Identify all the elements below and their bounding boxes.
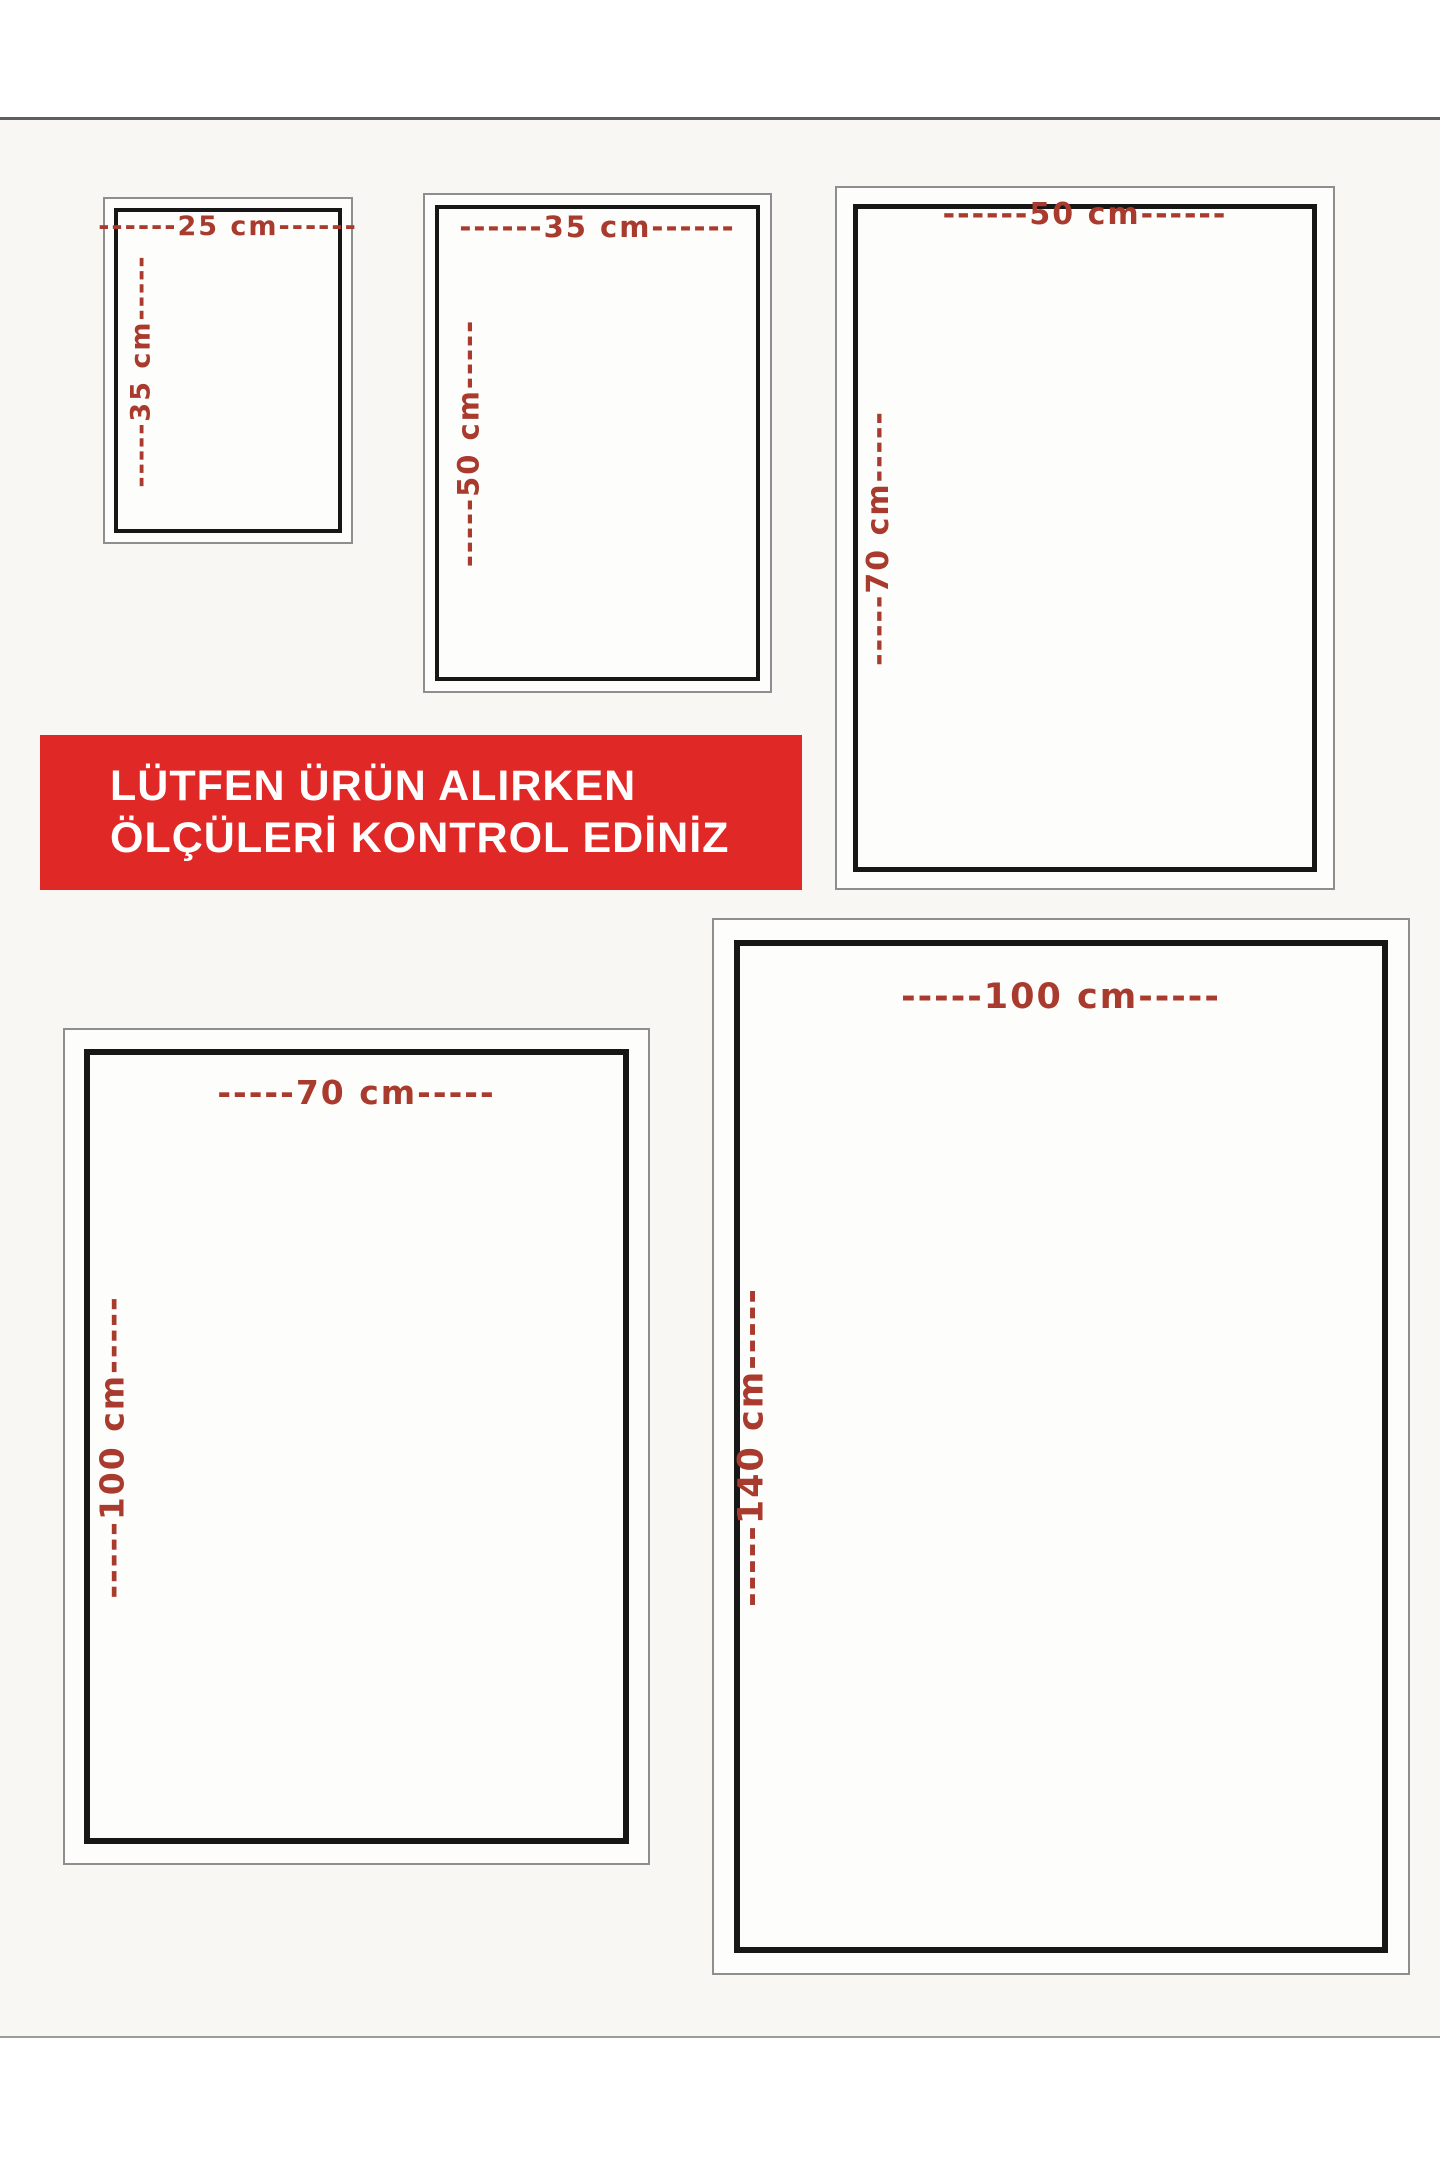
height-dimension-label: -----50 cm----- [451,318,486,568]
notice-line-2: ÖLÇÜLERİ KONTROL EDİNİZ [110,814,730,862]
height-dimension-label: -----35 cm----- [125,253,157,488]
notice-banner [40,735,802,890]
size-frame-50x70 [835,186,1335,890]
height-dimension-label: -----70 cm----- [861,410,896,666]
height-dimension-label: -----140 cm----- [731,1286,772,1607]
width-dimension-label: ------25 cm------ [98,211,358,242]
size-frame-100x140 [712,918,1410,1975]
width-dimension-label: -----70 cm----- [217,1073,496,1112]
width-dimension-label: ------50 cm------ [942,197,1228,232]
inner-black-frame [731,940,1388,1953]
inner-black-frame [853,204,1317,872]
width-dimension-label: ------35 cm------ [459,210,736,244]
notice-line-1: LÜTFEN ÜRÜN ALIRKEN [110,762,637,810]
height-dimension-label: -----100 cm----- [92,1294,132,1599]
inner-black-frame [84,1049,629,1844]
size-frame-70x100 [63,1028,650,1865]
size-frame-25x35 [98,197,358,544]
size-frame-35x50 [423,193,772,693]
width-dimension-label: -----100 cm----- [901,977,1221,1017]
